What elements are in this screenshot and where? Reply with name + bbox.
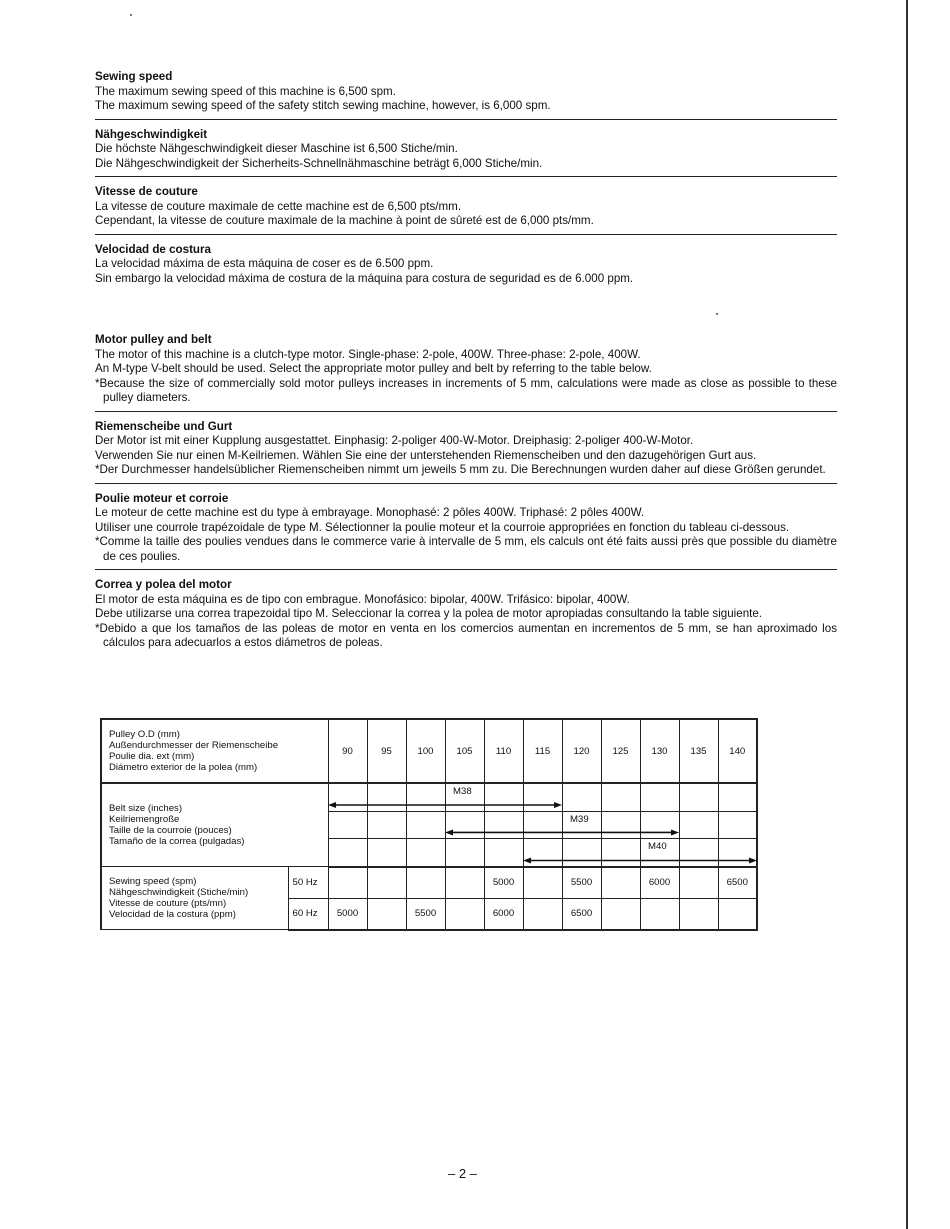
pulley-header-cell xyxy=(101,719,328,783)
belt-cell xyxy=(523,783,562,811)
section-line: The maximum sewing speed of the safety stitch sewing machine, however, is 6,000 spm. xyxy=(95,99,551,112)
belt-header-line: Belt size (inches) xyxy=(109,803,183,814)
belt-cell xyxy=(523,838,562,866)
belt-cell xyxy=(718,783,757,811)
page-edge-line xyxy=(906,0,908,1229)
document-body xyxy=(95,70,837,656)
belt-label-m39: M39 xyxy=(570,814,589,825)
section-line: Cependant, la vitesse de couture maximale de la machine à point de sûreté est de 6,000 pts/mm. xyxy=(95,214,594,227)
belt-header-line: Keilriemengroße xyxy=(109,814,180,825)
belt-header-cell xyxy=(101,783,328,867)
belt-cell xyxy=(367,811,406,838)
pulley-size-cell: 140 xyxy=(718,719,757,783)
belt-cell xyxy=(484,783,523,811)
belt-cell xyxy=(328,783,367,811)
belt-cell xyxy=(679,838,718,866)
belt-cell xyxy=(406,811,445,838)
pulley-size-cell: 100 xyxy=(406,719,445,783)
section-line: Sin embargo la velocidad máxima de costura de la máquina para costura de seguridad es de 6.000 ppm. xyxy=(95,271,634,285)
belt-cell xyxy=(523,811,562,838)
belt-header-line: Tamaño de la correa (pulgadas) xyxy=(109,836,245,847)
speed-cell xyxy=(718,898,757,930)
belt-row xyxy=(101,783,757,811)
speed-cell: 5000 xyxy=(484,867,523,899)
scan-speck xyxy=(130,14,132,16)
section-heading: Vitesse de couture xyxy=(95,185,198,198)
pulley-size-cell: 130 xyxy=(640,719,679,783)
speed-cell: 6500 xyxy=(562,898,601,930)
speed-cell xyxy=(601,898,640,930)
belt-cell xyxy=(640,783,679,811)
pulley-header-line: Diámetro exterior de la polea (mm) xyxy=(109,762,258,773)
belt-cell xyxy=(562,838,601,866)
speed-cell: 6000 xyxy=(640,867,679,899)
belt-cell xyxy=(484,811,523,838)
speed-header-line: Velocidad de la costura (ppm) xyxy=(109,909,236,920)
section-line: La velocidad máxima de esta máquina de coser es de 6.500 ppm. xyxy=(95,257,434,270)
pulley-size-cell: 135 xyxy=(679,719,718,783)
section-note: *Comme la taille des poulies vendues dans le commerce varie à intervalle de 5 mm, els calculs ont été faits aussi près que possible du diamètre de ces poulies. xyxy=(95,535,837,563)
belt-cell xyxy=(445,838,484,866)
scan-speck xyxy=(716,313,718,315)
frequency-label-50hz: 50 Hz xyxy=(288,867,328,899)
section-line: Die Nähgeschwindigkeit der Sicherheits-Schnellnähmaschine beträgt 6,000 Stiche/min. xyxy=(95,156,543,170)
belt-cell xyxy=(640,811,679,838)
speed-cell xyxy=(679,867,718,899)
section-motor-pulley-es xyxy=(95,578,837,656)
belt-cell xyxy=(367,838,406,866)
belt-cell xyxy=(679,783,718,811)
pulley-header-line: Poulie dia. ext (mm) xyxy=(109,751,195,762)
pulley-header-line: Außendurchmesser der Riemenscheibe xyxy=(109,740,279,751)
pulley-size-cell: 125 xyxy=(601,719,640,783)
section-line: The maximum sewing speed of this machine is 6,500 spm. xyxy=(95,84,396,98)
belt-cell xyxy=(484,838,523,866)
section-sewing-speed-es xyxy=(95,243,837,292)
belt-cell xyxy=(445,811,484,838)
speed-cell xyxy=(445,898,484,930)
pulley-size-cell: 90 xyxy=(328,719,367,783)
speed-header-line: Sewing speed (spm) xyxy=(109,876,197,887)
speed-cell xyxy=(523,867,562,899)
section-heading: Nähgeschwindigkeit xyxy=(95,127,208,141)
pulley-size-cell: 110 xyxy=(484,719,523,783)
pulley-size-cell: 95 xyxy=(367,719,406,783)
section-note: *Debido a que los tamaños de las poleas de motor en venta en los comercios aumentan en incrementos de 5 mm, se han aproximado los cálculos para adecuarlos a estos diámetros de poleas. xyxy=(95,621,837,649)
section-note: *Der Durchmesser handelsüblicher Riemenscheiben nimmt um jeweils 5 mm zu. Die Berechnungen wurden daher auf diese Größen gerundet. xyxy=(95,463,826,476)
speed-cell: 6500 xyxy=(718,867,757,899)
section-line: Verwenden Sie nur einen M-Keilriemen. Wählen Sie eine der unterstehenden Riemenscheiben und den dazugehörigen Gurt aus. xyxy=(95,448,757,462)
belt-cell xyxy=(601,811,640,838)
frequency-label-60hz: 60 Hz xyxy=(288,898,328,930)
section-motor-pulley-en xyxy=(95,333,837,412)
section-line: La vitesse de couture maximale de cette machine est de 6,500 pts/mm. xyxy=(95,199,462,213)
section-line: Utiliser une courrole trapézoidale de type M. Sélectionner la poulie moteur et la courroie appropriées en fonction du tableau ci-dessous. xyxy=(95,520,790,534)
belt-cell xyxy=(601,838,640,866)
section-motor-pulley-de xyxy=(95,420,837,484)
section-heading: Sewing speed xyxy=(95,70,173,83)
speed-header-line: Nähgeschwindigkeit (Stiche/min) xyxy=(109,887,249,898)
speed-cell xyxy=(523,898,562,930)
speed-cell: 5500 xyxy=(406,898,445,930)
speed-cell: 6000 xyxy=(484,898,523,930)
section-note: *Because the size of commercially sold motor pulleys increases in increments of 5 mm, calculations were made as close as possible to these pulley diameters. xyxy=(95,376,837,404)
section-line: Die höchste Nähgeschwindigkeit dieser Maschine ist 6,500 Stiche/min. xyxy=(95,142,458,155)
page-number: – 2 – xyxy=(448,1166,477,1181)
speed-header-cell xyxy=(101,867,288,930)
section-sewing-speed-de xyxy=(95,128,837,178)
belt-label-m38: M38 xyxy=(453,786,472,797)
belt-cell xyxy=(406,838,445,866)
speed-cell xyxy=(367,867,406,899)
section-line: An M-type V-belt should be used. Select the appropriate motor pulley and belt by referring to the table below. xyxy=(95,362,652,375)
section-line: The motor of this machine is a clutch-type motor. Single-phase: 2-pole, 400W. Three-phase: 2-pole, 400W. xyxy=(95,347,641,361)
pulley-size-cell: 105 xyxy=(445,719,484,783)
section-sewing-speed-en xyxy=(95,70,837,120)
belt-label-m40: M40 xyxy=(648,841,667,853)
speed-cell xyxy=(445,867,484,899)
speed-cell: 5000 xyxy=(328,898,367,930)
belt-cell xyxy=(718,838,757,866)
section-sewing-speed-fr xyxy=(95,185,837,235)
section-heading: Motor pulley and belt xyxy=(95,333,212,346)
section-motor-pulley-fr xyxy=(95,492,837,571)
pulley-header-line: Pulley O.D (mm) xyxy=(109,729,180,740)
section-heading: Velocidad de costura xyxy=(95,242,211,256)
section-heading: Correa y polea del motor xyxy=(95,578,232,591)
belt-cell xyxy=(328,838,367,866)
belt-cell xyxy=(601,783,640,811)
speed-cell xyxy=(640,898,679,930)
section-line: Le moteur de cette machine est du type à embrayage. Monophasé: 2 pôles 400W. Triphasé: 2 pôles 400W. xyxy=(95,506,645,519)
speed-row-50hz xyxy=(101,867,757,899)
speed-cell: 5500 xyxy=(562,867,601,899)
speed-cell xyxy=(601,867,640,899)
belt-header-line: Taille de la courroie (pouces) xyxy=(109,825,232,836)
belt-cell xyxy=(406,783,445,811)
pulley-belt-speed-table xyxy=(100,718,758,931)
section-line: Debe utilizarse una correa trapezoidal tipo M. Seleccionar la correa y la polea de motor apropiadas consultando la table siguiente. xyxy=(95,607,763,620)
speed-cell xyxy=(367,898,406,930)
belt-cell xyxy=(679,811,718,838)
belt-cell xyxy=(328,811,367,838)
section-line: El motor de esta máquina es de tipo con embrague. Monofásico: bipolar, 400W. Trifásico: bipolar, 400W. xyxy=(95,592,630,606)
belt-cell xyxy=(367,783,406,811)
pulley-size-cell: 115 xyxy=(523,719,562,783)
speed-header-line: Vitesse de couture (pts/mn) xyxy=(109,898,227,909)
section-heading: Riemenscheibe und Gurt xyxy=(95,419,233,433)
pulley-size-cell: 120 xyxy=(562,719,601,783)
belt-cell xyxy=(718,811,757,838)
speed-cell xyxy=(406,867,445,899)
pulley-row xyxy=(101,719,757,783)
belt-cell xyxy=(562,783,601,811)
section-line: Der Motor ist mit einer Kupplung ausgestattet. Einphasig: 2-poliger 400-W-Motor. Dreiphasig: 2-poliger 400-W-Motor. xyxy=(95,434,694,447)
speed-cell xyxy=(679,898,718,930)
speed-cell xyxy=(328,867,367,899)
section-heading: Poulie moteur et corroie xyxy=(95,491,229,505)
